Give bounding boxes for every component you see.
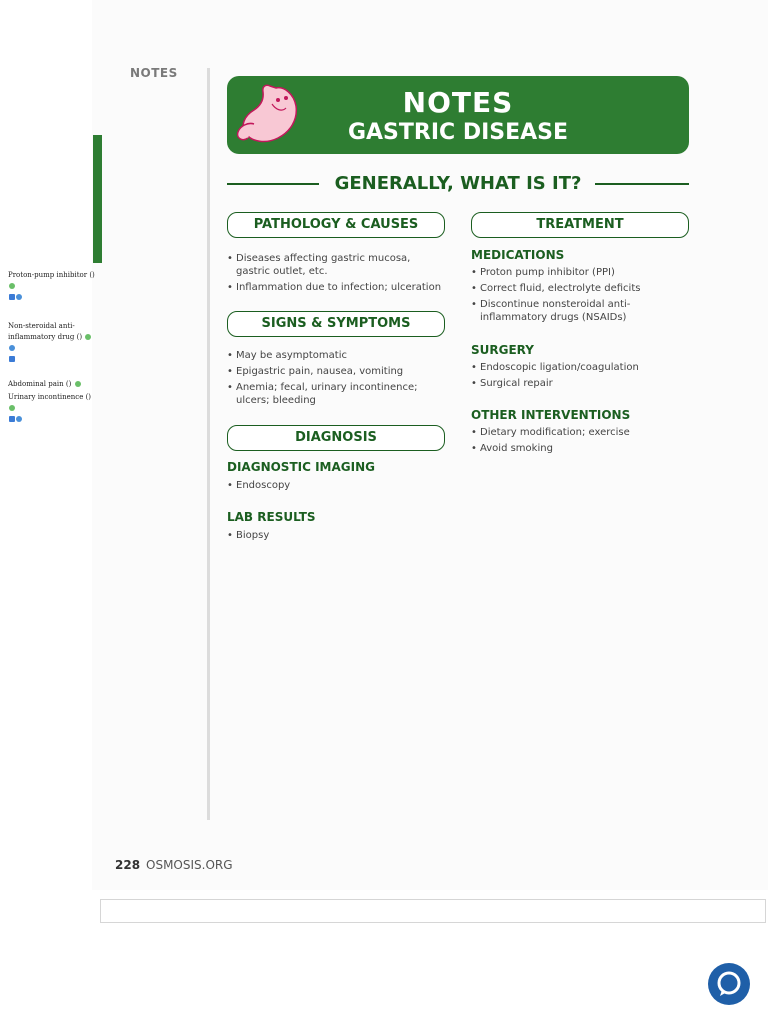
banner-title: NOTES [402,86,514,119]
pathology-list [227,252,445,297]
list-item: • Endoscopic ligation/coagulation [471,361,693,374]
surgery-list [471,361,693,393]
bookmark-icon[interactable] [9,294,15,300]
pathology-header: PATHOLOGY & CAUSES [227,212,445,238]
thumb-icon[interactable] [9,283,15,289]
lab-subheading: LAB RESULTS [227,510,316,524]
medications-list [471,266,693,327]
footer-site: OSMOSIS.ORG [146,858,233,872]
section-heading [227,172,689,198]
bookmark-icon[interactable] [9,416,15,422]
margin-note[interactable] [8,270,98,303]
info-icon[interactable] [9,345,15,351]
list-item: • Discontinue nonsteroidal anti-inflammatory drugs (NSAIDs) [471,298,693,324]
list-item: • Diseases affecting gastric mucosa, gastric outlet, etc. [227,252,445,278]
thumb-icon[interactable] [75,381,81,387]
side-notes-label: NOTES [130,66,178,80]
surgery-subheading: SURGERY [471,343,534,357]
diagnosis-header: DIAGNOSIS [227,425,445,451]
margin-annotations [8,270,98,431]
list-item: • Avoid smoking [471,442,693,455]
margin-note-text[interactable]: Urinary incontinence () [8,393,92,401]
list-item: • Surgical repair [471,377,693,390]
margin-note[interactable] [8,379,98,390]
list-item: • Dietary modification; exercise [471,426,693,439]
list-item: • Endoscopy [227,479,445,492]
list-item: • Biopsy [227,529,445,542]
signs-list [227,349,445,410]
page-number: 228 [115,858,141,872]
list-item: • Inflammation due to infection; ulceration [227,281,445,294]
info-icon[interactable] [16,416,22,422]
comment-input[interactable] [100,899,766,923]
stomach-illustration-icon [232,80,306,150]
treatment-header: TREATMENT [471,212,689,238]
imaging-list [227,479,445,495]
medications-subheading: MEDICATIONS [471,248,565,262]
margin-note[interactable] [8,392,98,425]
notes-divider-line [207,68,210,820]
margin-note[interactable] [8,321,98,365]
list-item: • Proton pump inhibitor (PPI) [471,266,693,279]
thumb-icon[interactable] [85,334,91,340]
list-item: • May be asymptomatic [227,349,445,362]
margin-note-text[interactable]: Non-steroidal anti-inflammatory drug () [8,322,83,341]
margin-note-text[interactable]: Abdominal pain () [8,380,72,388]
banner-subtitle: GASTRIC DISEASE [347,120,569,145]
list-item: • Correct fluid, electrolyte deficits [471,282,693,295]
other-interventions-subheading: OTHER INTERVENTIONS [471,408,631,422]
bookmark-icon[interactable] [9,356,15,362]
list-item: • Anemia; fecal, urinary incontinence; ulcers; bleeding [227,381,445,407]
chat-button[interactable] [708,963,750,1005]
chat-bubble-icon [708,963,750,1005]
imaging-subheading: DIAGNOSTIC IMAGING [227,460,375,474]
signs-header: SIGNS & SYMPTOMS [227,311,445,337]
highlight-bar[interactable] [93,135,102,263]
other-interventions-list [471,426,693,458]
margin-note-text[interactable]: Proton-pump inhibitor () [8,271,95,279]
info-icon[interactable] [16,294,22,300]
lab-list [227,529,445,545]
thumb-icon[interactable] [9,405,15,411]
list-item: • Epigastric pain, nausea, vomiting [227,365,445,378]
section-heading-text: GENERALLY, WHAT IS IT? [334,173,582,194]
